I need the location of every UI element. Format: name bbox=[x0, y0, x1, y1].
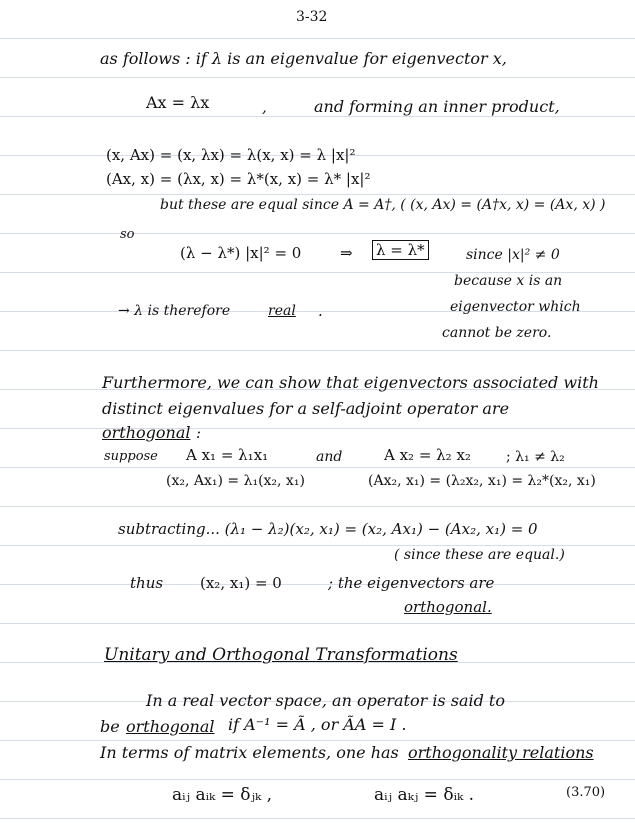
inner-product-2: (Ax₂, x₁) = (λ₂x₂, x₁) = λ₂*(x₂, x₁) bbox=[368, 473, 596, 489]
equation-number: (3.70) bbox=[566, 785, 606, 800]
orthogonality-relations-underlined: orthogonality relations bbox=[408, 743, 594, 762]
inner-product-1: (x₂, Ax₁) = λ₁(x₂, x₁) bbox=[166, 473, 305, 489]
conclusion-text: → λ is therefore bbox=[118, 303, 231, 319]
colon: : bbox=[196, 424, 202, 442]
eigen-equation-2: A x₂ = λ₂ x₂ bbox=[384, 446, 471, 464]
suppose-label: suppose bbox=[104, 449, 158, 464]
page-number: 3-32 bbox=[296, 9, 328, 25]
implies-arrow: ⇒ bbox=[340, 244, 353, 262]
text-line-6: In a real vector space, an operator is said to bbox=[146, 691, 505, 710]
and-label: and bbox=[316, 449, 343, 465]
text-line-2: and forming an inner product, bbox=[314, 97, 560, 116]
text-line-5: distinct eigenvalues for a self-adjoint operator are bbox=[102, 399, 510, 418]
since-equal-note: ( since these are equal.) bbox=[394, 547, 565, 563]
subtracting-line: subtracting... (λ₁ − λ₂)(x₂, x₁) = (x₂, Ax₁) − (Ax₂, x₁) = 0 bbox=[118, 520, 538, 538]
so-label: so bbox=[120, 227, 135, 242]
period: . bbox=[318, 302, 323, 320]
orthogonal-underlined-2: orthogonal. bbox=[404, 598, 492, 616]
thus-label: thus bbox=[130, 574, 164, 592]
text-line-4: Furthermore, we can show that eigenvectors associated with bbox=[102, 373, 599, 392]
equation-row-1: (x, Ax) = (x, λx) = λ(x, x) = λ |x|² bbox=[106, 146, 356, 164]
equation-lambda-difference: (λ − λ*) |x|² = 0 bbox=[180, 244, 302, 262]
eigen-equation-1: A x₁ = λ₁x₁ bbox=[186, 446, 269, 464]
orthogonal-definition: if A⁻¹ = Ã , or ÃA = I . bbox=[228, 715, 407, 734]
side-note-3: eigenvector which bbox=[450, 299, 581, 315]
real-underlined: real bbox=[268, 303, 296, 319]
relation-1: aᵢⱼ aᵢₖ = δⱼₖ , bbox=[172, 785, 272, 805]
side-note-1: since |x|² ≠ 0 bbox=[466, 247, 560, 263]
eigenvectors-are-text: ; the eigenvectors are bbox=[328, 574, 495, 592]
distinct-condition: ; λ₁ ≠ λ₂ bbox=[506, 449, 565, 465]
comma: , bbox=[262, 98, 267, 116]
orthogonal-underlined-3: orthogonal bbox=[126, 717, 215, 736]
side-note-2: because x is an bbox=[454, 273, 563, 289]
be-label: be bbox=[100, 717, 120, 736]
orthogonality-result: (x₂, x₁) = 0 bbox=[200, 574, 282, 592]
text-line-1: as follows : if λ is an eigenvalue for eigenvector x, bbox=[100, 49, 507, 68]
equation-ax-lambda-x: Ax = λx bbox=[146, 93, 210, 112]
section-heading: Unitary and Orthogonal Transformations bbox=[104, 645, 458, 665]
side-note-4: cannot be zero. bbox=[442, 325, 552, 341]
text-line-3: but these are equal since A = A†, ( (x, Ax) = (A†x, x) = (Ax, x) ) bbox=[160, 197, 606, 213]
orthogonal-underlined-1: orthogonal bbox=[102, 423, 191, 442]
relation-2: aᵢⱼ aₖⱼ = δᵢₖ . bbox=[374, 785, 474, 805]
equation-row-2: (Ax, x) = (λx, x) = λ*(x, x) = λ* |x|² bbox=[106, 170, 371, 188]
boxed-result: λ = λ* bbox=[372, 240, 429, 260]
text-line-7: In terms of matrix elements, one has bbox=[100, 743, 399, 762]
